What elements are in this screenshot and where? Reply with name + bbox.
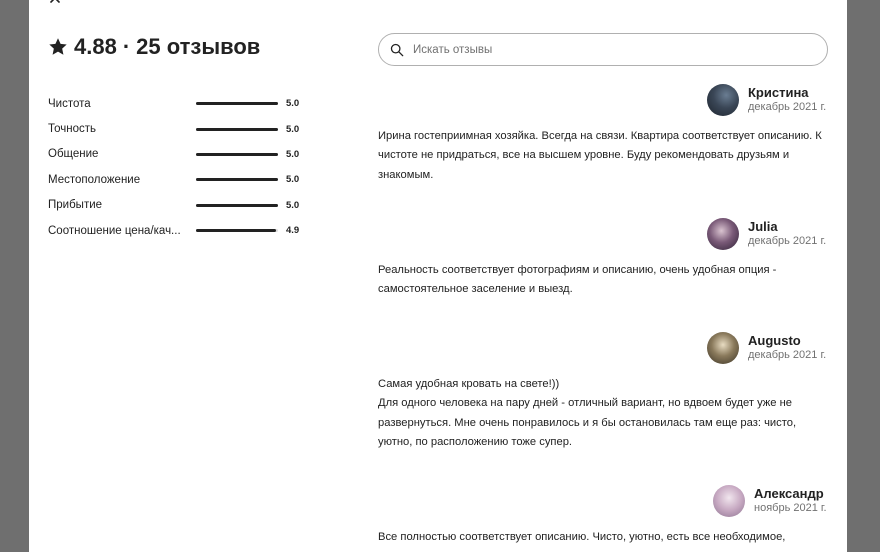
heading-separator: · xyxy=(122,34,131,59)
category-row-accuracy xyxy=(48,116,310,141)
rating-bar xyxy=(196,204,278,207)
avatar[interactable] xyxy=(707,84,739,116)
modal-backdrop-left[interactable] xyxy=(0,0,29,552)
rating-bar xyxy=(196,128,278,131)
review-date: декабрь 2021 г. xyxy=(748,101,827,113)
overall-rating: 4.88 xyxy=(74,34,117,59)
rating-bar-fill xyxy=(196,178,278,181)
reviewer-name: Augusto xyxy=(748,333,801,348)
review-date: декабрь 2021 г. xyxy=(748,349,827,361)
review-text: Самая удобная кровать на свете!)) Для одного человека на пару дней - отличный вариант, но вдвоем будет уже не развернуться. Мне очень понравилось и я бы остановилась там еще раз: чисто, уютно, по расположению тоже супер. xyxy=(378,378,797,448)
ratings-panel xyxy=(48,33,310,243)
reviewer-name: Кристина xyxy=(748,85,809,100)
rating-heading xyxy=(48,33,310,61)
category-row-value xyxy=(48,218,310,243)
reviews-modal xyxy=(29,0,847,552)
rating-bar-fill xyxy=(196,229,276,232)
category-row-cleanliness xyxy=(48,91,310,116)
category-score: 4.9 xyxy=(286,225,300,237)
rating-bar-fill xyxy=(196,128,278,131)
category-score: 5.0 xyxy=(286,123,300,135)
reviewer-name: Julia xyxy=(748,219,778,234)
rating-bar-fill xyxy=(196,153,278,156)
review-date: декабрь 2021 г. xyxy=(748,235,827,247)
rating-bar xyxy=(196,153,278,156)
category-label: Прибытие xyxy=(48,199,103,212)
modal-backdrop-right[interactable] xyxy=(847,0,880,552)
reviews-panel xyxy=(378,33,828,543)
close-icon xyxy=(49,0,61,4)
review-header xyxy=(378,217,828,251)
category-label: Общение xyxy=(48,148,99,161)
rating-bar xyxy=(196,178,278,181)
avatar[interactable] xyxy=(707,332,739,364)
review-item xyxy=(378,83,828,185)
rating-bar xyxy=(196,229,278,232)
category-label: Соотношение цена/кач... xyxy=(48,224,181,237)
review-header xyxy=(378,484,828,518)
review-date: ноябрь 2021 г. xyxy=(754,502,827,514)
review-text: Реальность соответствует фотографиям и описанию, очень удобная опция - самостоятельное заселение и выезд. xyxy=(378,264,777,296)
category-label: Точность xyxy=(48,123,97,136)
search-box[interactable] xyxy=(378,33,828,66)
review-item xyxy=(378,217,828,300)
category-label: Чистота xyxy=(48,97,91,110)
search-input[interactable] xyxy=(411,43,775,57)
category-score: 5.0 xyxy=(286,148,300,160)
reviews-count: 25 отзывов xyxy=(136,34,261,59)
avatar[interactable] xyxy=(707,218,739,250)
review-text: Ирина гостеприимная хозяйка. Всегда на связи. Квартира соответствует описанию. К чистоте не придраться, все на высшем уровне. Буду рекомендовать друзьям и знакомым. xyxy=(378,130,822,181)
rating-bar-fill xyxy=(196,102,278,105)
rating-bar xyxy=(196,102,278,105)
category-row-location xyxy=(48,167,310,192)
review-header xyxy=(378,83,828,117)
category-score: 5.0 xyxy=(286,98,300,110)
category-score: 5.0 xyxy=(286,199,300,211)
review-header xyxy=(378,331,828,365)
category-row-communication xyxy=(48,142,310,167)
search-icon xyxy=(390,43,404,57)
category-row-check-in xyxy=(48,193,310,218)
rating-bar-fill xyxy=(196,204,278,207)
category-label: Местоположение xyxy=(48,173,141,186)
category-ratings xyxy=(48,91,310,243)
reviewer-name: Александр xyxy=(754,486,824,501)
category-score: 5.0 xyxy=(286,174,300,186)
avatar[interactable] xyxy=(713,485,745,517)
review-item xyxy=(378,484,828,547)
close-button[interactable] xyxy=(46,0,64,9)
review-item xyxy=(378,331,828,452)
star-icon xyxy=(48,37,68,57)
review-text: Все полностью соответствует описанию. Чисто, уютно, есть все необходимое, xyxy=(378,531,786,543)
